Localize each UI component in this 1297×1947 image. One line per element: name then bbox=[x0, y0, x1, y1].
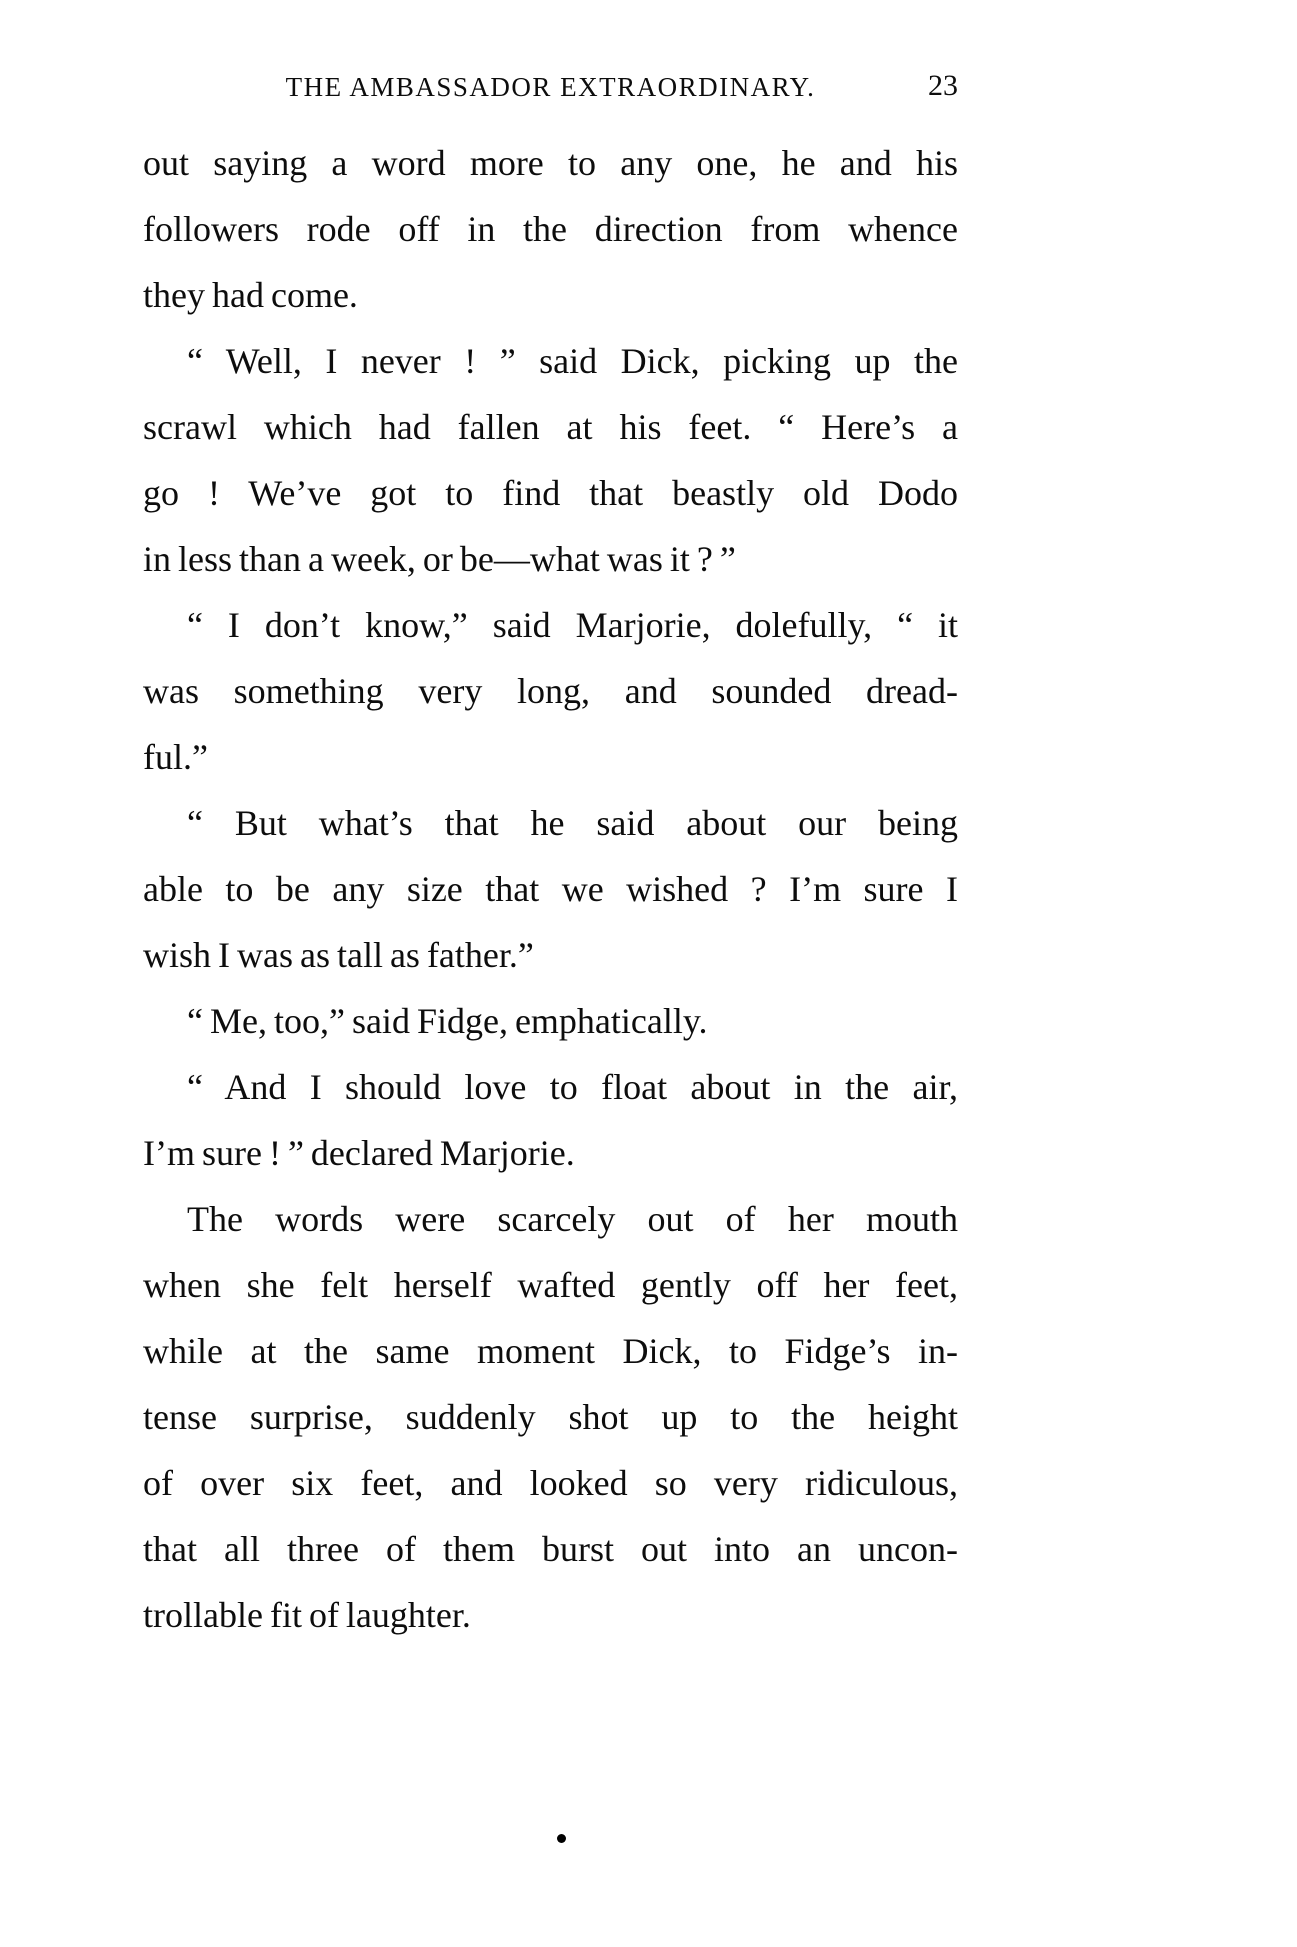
text-line: go ! We’ve got to find that beastly old Dodo bbox=[143, 473, 958, 513]
text-line: “ And I should love to float about in the air, bbox=[187, 1067, 958, 1107]
text-line: was something very long, and sounded dread- bbox=[143, 671, 958, 711]
text-line: “ Well, I never ! ” said Dick, picking up the bbox=[187, 341, 958, 381]
page-header bbox=[143, 69, 958, 112]
text-line: wish I was as tall as father.” bbox=[143, 935, 534, 975]
text-line: they had come. bbox=[143, 275, 358, 315]
text-line: that all three of them burst out into an uncon- bbox=[143, 1529, 958, 1569]
text-line: while at the same moment Dick, to Fidge’s in- bbox=[143, 1331, 958, 1371]
page-number: 23 bbox=[928, 69, 958, 102]
text-line: “ But what’s that he said about our being bbox=[187, 803, 958, 843]
running-title: THE AMBASSADOR EXTRAORDINARY. bbox=[285, 72, 816, 102]
body-text bbox=[143, 130, 958, 1648]
text-line: “ Me, too,” said Fidge, emphatically. bbox=[187, 1001, 708, 1041]
text-line: trollable fit of laughter. bbox=[143, 1595, 471, 1635]
text-line: of over six feet, and looked so very ridiculous, bbox=[143, 1463, 958, 1503]
text-line: in less than a week, or be—what was it ? ” bbox=[143, 539, 736, 579]
text-line: ful.” bbox=[143, 737, 208, 777]
text-line: scrawl which had fallen at his feet. “ Here’s a bbox=[143, 407, 958, 447]
text-line: when she felt herself wafted gently off her feet, bbox=[143, 1265, 958, 1305]
text-line: followers rode off in the direction from whence bbox=[143, 209, 958, 249]
text-line: “ I don’t know,” said Marjorie, dolefully, “ it bbox=[187, 605, 958, 645]
text-line: The words were scarcely out of her mouth bbox=[187, 1199, 958, 1239]
text-line: I’m sure ! ” declared Marjorie. bbox=[143, 1133, 575, 1173]
text-line: able to be any size that we wished ? I’m sure I bbox=[143, 869, 958, 909]
text-line: out saying a word more to any one, he and his bbox=[143, 143, 958, 183]
ink-dot-artifact bbox=[557, 1834, 566, 1843]
text-line: tense surprise, suddenly shot up to the height bbox=[143, 1397, 958, 1437]
